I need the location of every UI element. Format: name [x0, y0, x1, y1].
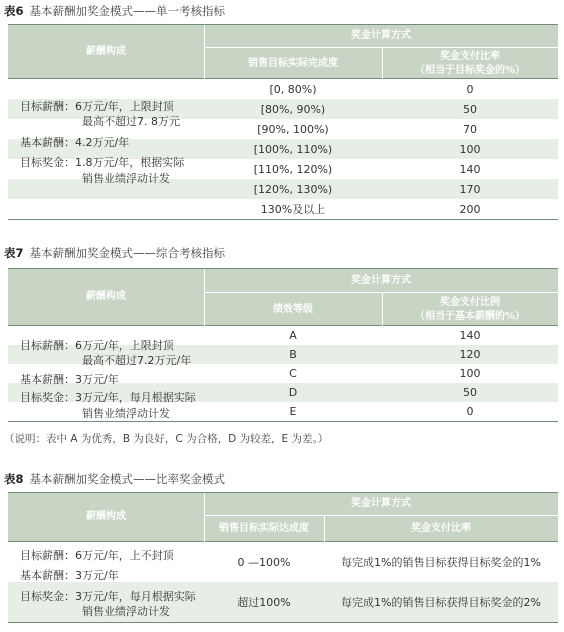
table7-left-line3: 基本薪酬：3万元/年: [20, 372, 119, 386]
table6-cell-a: [100%, 110%): [253, 142, 333, 156]
table8-header-col-a: 销售目标实际达成度: [219, 523, 309, 535]
table6-cell-b: 100: [459, 142, 481, 156]
table8-header-composition: 薪酬构成: [86, 511, 126, 523]
table6-cell-b: 0: [466, 82, 474, 96]
table6-header-group: 奖金计算方式: [351, 30, 411, 42]
table7-cell-a: A: [289, 329, 297, 342]
table7-cell-a: B: [289, 348, 297, 361]
table6-header-col-a: 销售目标实际完成度: [248, 57, 338, 69]
table6-cell-a: [0, 80%): [269, 82, 317, 96]
table8-cell-a: 超过100%: [237, 596, 291, 609]
table6-cell-a: [80%, 90%): [260, 102, 326, 116]
table7-header-col-b-line2: （相当于基本薪酬的%）: [414, 310, 526, 322]
table8: [8, 492, 558, 624]
table8-header-group: 奖金计算方式: [351, 498, 411, 510]
table6-cell-a: [90%, 100%): [257, 122, 329, 136]
table8-cell-b: 每完成1%的销售目标获得目标奖金的2%: [341, 596, 541, 609]
table7-cell-a: D: [288, 386, 298, 399]
table8-bottom-rule: [8, 622, 558, 623]
table7-cell-b: 140: [459, 329, 481, 342]
table6-left-line3: 基本薪酬：4.2万元/年: [20, 135, 130, 149]
table8-left-line1: 目标薪酬：6万元/年，上不封顶: [20, 549, 174, 562]
table7-label: 表7: [4, 246, 24, 260]
table7-header-composition: 薪酬构成: [86, 291, 126, 303]
table6-left-line4: 目标奖金：1.8万元/年，根据实际: [20, 156, 185, 170]
table7-title: 基本薪酬加奖金模式——综合考核指标: [29, 246, 226, 260]
table7-cell-a: C: [289, 367, 297, 380]
table6-cell-a: [110%, 120%): [253, 162, 333, 176]
table8-header: [8, 492, 558, 542]
table6-left-line5: 销售业绩浮动计发: [82, 171, 170, 185]
table7-header-col-b-line1: 奖金支付比例: [440, 297, 500, 308]
table7-header-group: 奖金计算方式: [351, 274, 411, 286]
table7-left-line5: 销售业绩浮动计发: [82, 406, 170, 420]
table6: [8, 24, 558, 220]
table6-caption: [4, 3, 225, 19]
table7-left-line4: 目标奖金：3万元/年，每月根据实际: [20, 391, 196, 405]
table8-caption: [4, 471, 225, 487]
table7-header-col-a: 绩效等级: [273, 303, 313, 315]
table6-header-composition: 薪酬构成: [86, 45, 126, 57]
table7-cell-b: 50: [463, 386, 477, 399]
table6-header-col-b-line1: 奖金支付比率: [440, 51, 500, 62]
table7-note: （说明：表中 A 为优秀，B 为良好，C 为合格，D 为较差，E 为差。）: [4, 433, 329, 445]
table8-composition-text: [20, 548, 216, 620]
table8-cell-b: 每完成1%的销售目标获得目标奖金的1%: [341, 556, 541, 569]
table6-left-line1: 目标薪酬：6万元/年，上限封顶: [20, 100, 174, 113]
table8-cell-a: 0 —100%: [237, 555, 291, 569]
table7-header-col-b: [382, 292, 558, 327]
table8-label: 表8: [4, 472, 24, 486]
table8-left-line3: 目标奖金：3万元/年，每月根据实际: [20, 589, 196, 603]
table6-title: 基本薪酬加奖金模式——单一考核指标: [29, 4, 226, 18]
table6-header-col-b-line2: （相当于目标奖金的%）: [414, 64, 526, 76]
table7-header: [8, 268, 558, 326]
table7-bottom-rule: [8, 421, 558, 422]
table7-composition-text: [20, 338, 216, 421]
table8-header-col-b: 奖金支付比率: [411, 523, 471, 535]
table6-bottom-rule: [8, 219, 558, 220]
table7-cell-b: 100: [459, 367, 481, 380]
table7-caption: [4, 245, 225, 261]
table6-cell-b: 140: [459, 162, 481, 176]
table7-left-line1: 目标薪酬：6万元/年，上限封顶: [20, 339, 174, 352]
table8-left-line2: 基本薪酬：3万元/年: [20, 569, 119, 583]
table8-title: 基本薪酬加奖金模式——比率奖金模式: [29, 472, 226, 486]
table6-composition-text: [20, 99, 216, 186]
table6-cell-b: 170: [459, 182, 481, 196]
table8-left-line4: 销售业绩浮动计发: [82, 605, 170, 619]
table6-header-col-b: [382, 47, 558, 80]
table6-cell-a: 130%及以上: [260, 203, 326, 216]
table6-header: [8, 24, 558, 79]
table6-cell-b: 50: [463, 102, 477, 116]
table7-cell-a: E: [289, 405, 297, 418]
table6-label: 表6: [4, 4, 24, 18]
table-row: [8, 79, 558, 99]
table6-left-line2: 最高不超过7. 8万元: [82, 115, 180, 129]
table7: [8, 268, 558, 428]
table-row: [8, 199, 558, 219]
table6-cell-a: [120%, 130%): [253, 182, 333, 196]
table6-cell-b: 70: [463, 122, 477, 136]
table7-cell-b: 0: [466, 405, 474, 418]
table6-cell-b: 200: [459, 202, 481, 216]
table7-left-line2: 最高不超过7.2万元/年: [82, 354, 192, 368]
table7-cell-b: 120: [459, 348, 481, 361]
